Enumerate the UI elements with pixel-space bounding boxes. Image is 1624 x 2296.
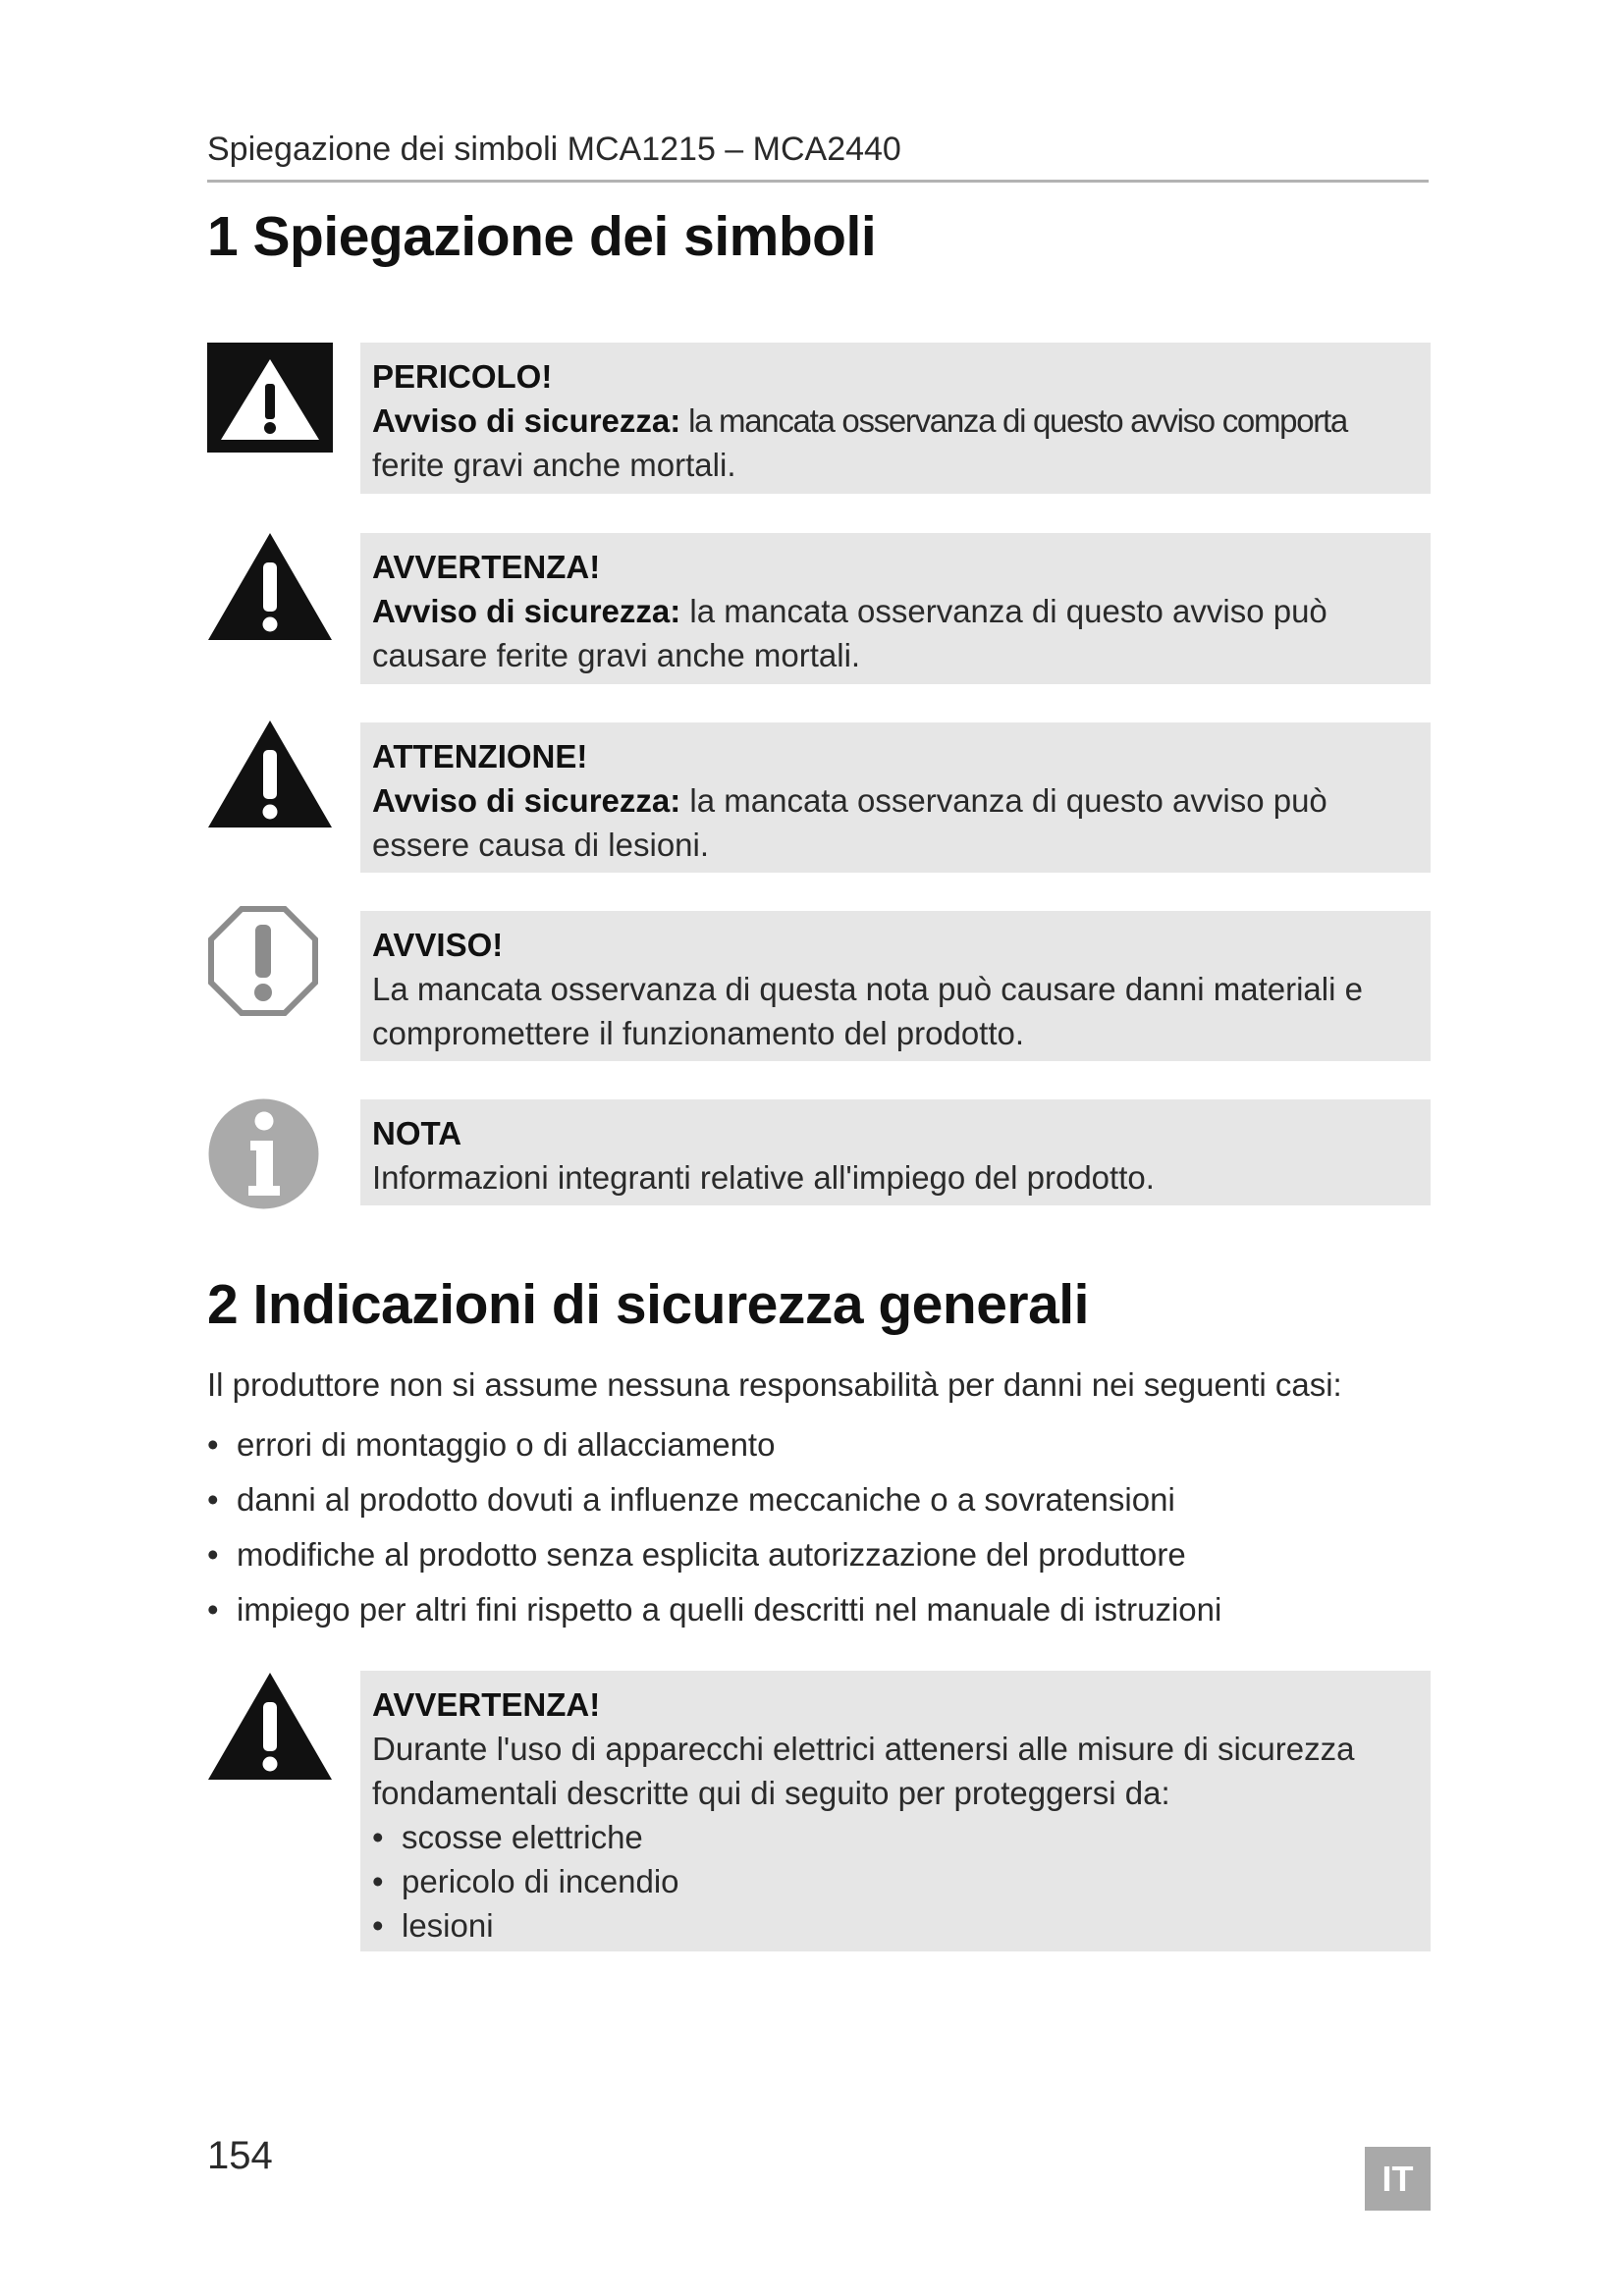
- notice-title: PERICOLO!: [372, 358, 553, 395]
- notice-octagon-icon: [207, 905, 319, 1017]
- info-icon: [207, 1097, 320, 1210]
- notice-title: AVVISO!: [372, 927, 504, 963]
- bullet-icon: •: [372, 1863, 384, 1899]
- warning-triangle-icon: [207, 1671, 333, 1782]
- bullet-icon: •: [372, 1907, 384, 1944]
- notice-danger: [360, 343, 1431, 494]
- notice-lead: Avviso di sicurezza:: [372, 782, 681, 819]
- notice-title: ATTENZIONE!: [372, 738, 588, 774]
- notice-lead: Avviso di sicurezza:: [372, 402, 681, 439]
- notice-title: AVVERTENZA!: [372, 1686, 601, 1723]
- list-item: • errori di montaggio o di allacciamento: [207, 1417, 1221, 1472]
- notice-lead: Avviso di sicurezza:: [372, 593, 681, 629]
- notice-warning: [360, 533, 1431, 684]
- notice-title: AVVERTENZA!: [372, 549, 601, 585]
- list-item: • scosse elettriche: [372, 1815, 1417, 1859]
- section-2-title: 2 Indicazioni di sicurezza generali: [207, 1273, 1089, 1336]
- notice-text: [372, 399, 1417, 443]
- notice-caution: [360, 722, 1431, 873]
- caution-triangle-icon: [207, 719, 333, 829]
- page-number: 154: [207, 2134, 273, 2177]
- notice-text: [372, 778, 1417, 823]
- notice-note: [360, 1099, 1431, 1205]
- notice-warning-electrical: [360, 1671, 1431, 1951]
- bullet-icon: •: [207, 1591, 219, 1628]
- notice-text-line: Durante l'uso di apparecchi elettrici attenersi alle misure di sicurezza: [372, 1731, 1355, 1767]
- notice-text-line: la mancata osservanza di questo avviso può: [680, 593, 1327, 629]
- bullet-icon: •: [207, 1481, 219, 1518]
- list-item: • pericolo di incendio: [372, 1859, 1417, 1903]
- notice-text-line: compromettere il funzionamento del prodotto.: [372, 1015, 1025, 1051]
- notice-title: NOTA: [372, 1115, 462, 1151]
- bullet-icon: •: [207, 1536, 219, 1573]
- bullet-icon: •: [372, 1819, 384, 1855]
- notice-text-line: la mancata osservanza di questo avviso può: [680, 782, 1327, 819]
- list-item: • modifiche al prodotto senza esplicita autorizzazione del produttore: [207, 1527, 1221, 1582]
- notice-text-line: la mancata osservanza di questo avviso comporta: [680, 402, 1347, 439]
- language-badge: IT: [1365, 2147, 1431, 2211]
- notice-text-line: fondamentali descritte qui di seguito per proteggersi da:: [372, 1775, 1170, 1811]
- notice-text-line: ferite gravi anche mortali.: [372, 447, 736, 483]
- bullet-icon: •: [207, 1426, 219, 1463]
- danger-icon: [207, 343, 333, 453]
- liability-intro: Il produttore non si assume nessuna responsabilità per danni nei seguenti casi:: [207, 1366, 1342, 1403]
- list-item: • lesioni: [372, 1903, 1417, 1948]
- running-header: Spiegazione dei simboli MCA1215 – MCA2440: [207, 130, 1429, 183]
- notice-text-line: La mancata osservanza di questa nota può causare danni materiali e: [372, 971, 1363, 1007]
- notice-text-line: causare ferite gravi anche mortali.: [372, 637, 861, 673]
- notice-text-line: Informazioni integranti relative all'impiego del prodotto.: [372, 1159, 1155, 1196]
- notice-text: [372, 589, 1417, 633]
- notice-notice: [360, 911, 1431, 1061]
- hazard-list: [372, 1815, 1417, 1948]
- list-item: • danni al prodotto dovuti a influenze meccaniche o a sovratensioni: [207, 1472, 1221, 1527]
- list-item: • impiego per altri fini rispetto a quelli descritti nel manuale di istruzioni: [207, 1582, 1221, 1637]
- warning-triangle-icon: [207, 531, 333, 642]
- liability-list: [207, 1417, 1221, 1637]
- section-1-title: 1 Spiegazione dei simboli: [207, 205, 877, 268]
- notice-text-line: essere causa di lesioni.: [372, 827, 710, 863]
